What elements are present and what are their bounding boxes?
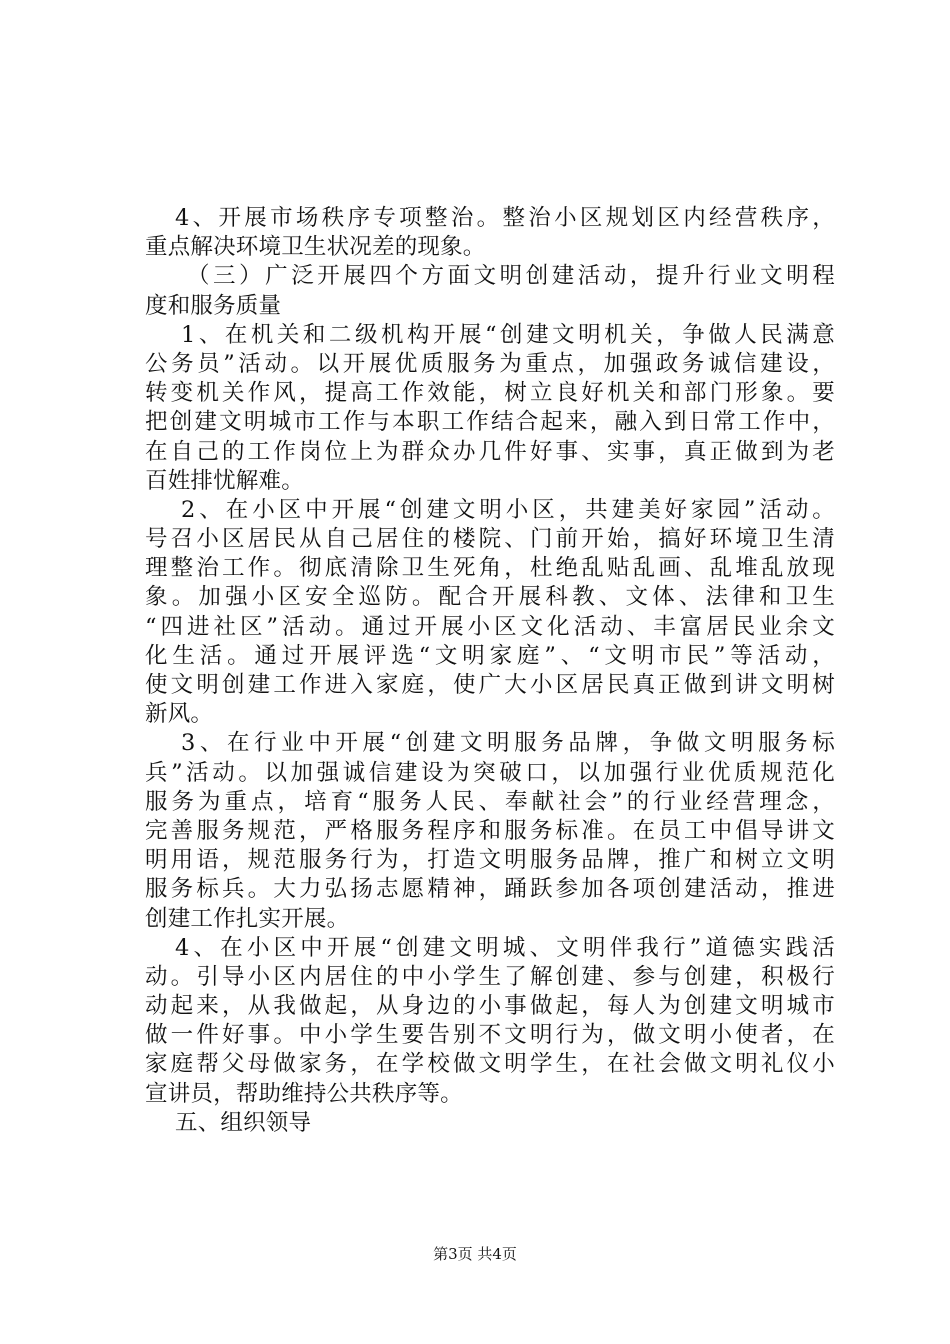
paragraph-line: 百姓排忧解难。 [145,467,304,494]
paragraph-line: 宣讲员，帮助维持公共秩序等。 [145,1080,463,1107]
paragraph-line: 化生活。通过开展评选“文明家庭”、“文明市民”等活动， [145,642,835,669]
paragraph-line: 转变机关作风，提高工作效能，树立良好机关和部门形象。要 [145,380,835,407]
paragraph-line: 做一件好事。中小学生要告别不文明行为，做文明小使者，在 [145,1022,835,1049]
paragraph-line: 完善服务规范，严格服务程序和服务标准。在员工中倡导讲文 [145,817,835,844]
paragraph-line: 2、在小区中开展“创建文明小区，共建美好家园”活动。 [181,496,835,523]
paragraph-line: 公务员”活动。以开展优质服务为重点，加强政务诚信建设， [145,350,835,377]
paragraph-line: 4、在小区中开展“创建文明城、文明伴我行”道德实践活 [175,934,835,961]
paragraph-line: 3、在行业中开展“创建文明服务品牌，争做文明服务标 [181,730,835,757]
paragraph-line: 服务标兵。大力弘扬志愿精神，踊跃参加各项创建活动，推进 [145,876,835,903]
paragraph-line: 1、在机关和二级机构开展“创建文明机关，争做人民满意 [181,321,835,348]
paragraph-line: 动。引导小区内居住的中小学生了解创建、参与创建，积极行 [145,963,835,990]
paragraph-line: 把创建文明城市工作与本职工作结合起来，融入到日常工作中， [145,409,835,436]
paragraph-line: 动起来，从我做起，从身边的小事做起，每人为创建文明城市 [145,993,835,1020]
paragraph-line: 4、开展市场秩序专项整治。整治小区规划区内经营秩序， [175,205,835,231]
page-footer: 第3页 共4页 [433,1245,517,1263]
paragraph-line: 在自己的工作岗位上为群众办几件好事、实事，真正做到为老 [145,438,835,465]
document-body [145,204,835,1138]
paragraph-line: 服务为重点，培育“服务人民、奉献社会”的行业经营理念， [145,788,835,815]
paragraph-line: 明用语，规范服务行为，打造文明服务品牌，推广和树立文明 [145,847,835,874]
paragraph-line: 使文明创建工作进入家庭，使广大小区居民真正做到讲文明树 [145,672,835,698]
paragraph-line: 新风。 [145,701,214,728]
paragraph-line: “四进社区”活动。通过开展小区文化活动、丰富居民业余文 [145,613,835,640]
paragraph-line: 创建工作扎实开展。 [145,905,350,932]
paragraph-line: 号召小区居民从自己居住的楼院、门前开始，搞好环境卫生清 [145,526,835,553]
section-heading: 五、组织领导 [175,1109,312,1136]
paragraph-line: 象。加强小区安全巡防。配合开展科教、文体、法律和卫生 [145,584,835,611]
paragraph-line: 重点解决环境卫生状况差的现象。 [145,234,486,261]
paragraph-line: 兵”活动。以加强诚信建设为突破口，以加强行业优质规范化 [145,759,835,786]
section-heading-line: （三）广泛开展四个方面文明创建活动，提升行业文明程 [187,263,835,290]
paragraph-line: 家庭帮父母做家务，在学校做文明学生，在社会做文明礼仪小 [145,1051,835,1078]
section-heading-line: 度和服务质量 [145,292,282,319]
paragraph-line: 理整治工作。彻底清除卫生死角，杜绝乱贴乱画、乱堆乱放现 [145,555,835,582]
